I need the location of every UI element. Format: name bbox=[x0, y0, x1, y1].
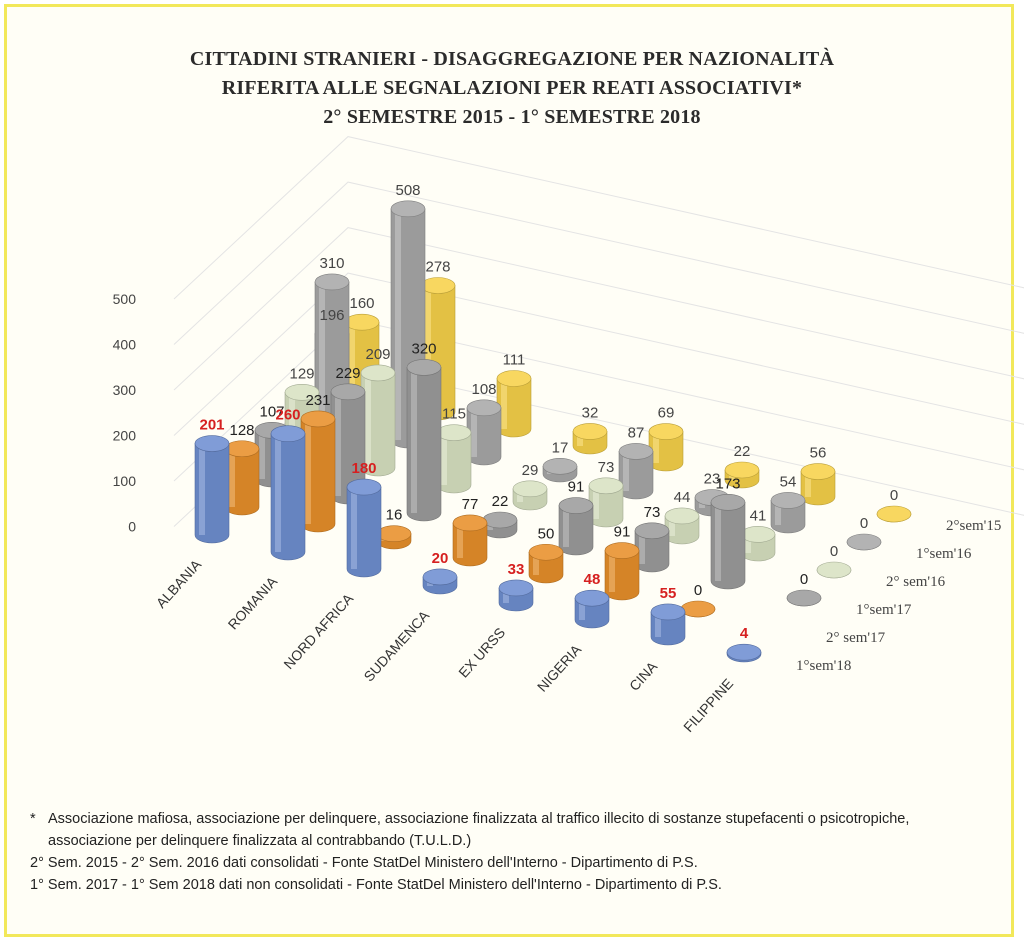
category-label: ALBANIA bbox=[152, 556, 205, 611]
data-label: 41 bbox=[749, 507, 767, 525]
bar-top bbox=[483, 512, 517, 528]
bar-cylinder bbox=[559, 498, 593, 555]
data-label: 56 bbox=[809, 444, 827, 462]
data-label: 115 bbox=[442, 405, 466, 423]
data-label: 73 bbox=[643, 503, 661, 521]
data-label: 108 bbox=[471, 380, 497, 398]
bar-cylinder bbox=[499, 580, 533, 611]
bar-top bbox=[727, 644, 761, 660]
data-label: 55 bbox=[659, 584, 677, 602]
bar-cylinder bbox=[605, 543, 639, 600]
z-tick-label: 100 bbox=[112, 473, 136, 489]
bar-cylinder bbox=[787, 590, 821, 606]
z-tick-label: 400 bbox=[112, 336, 136, 353]
bar-highlight bbox=[501, 378, 507, 429]
data-label: 320 bbox=[411, 340, 437, 358]
bar-cylinder bbox=[649, 424, 683, 471]
bar-highlight bbox=[229, 449, 235, 507]
bar-cylinder bbox=[573, 423, 607, 454]
data-label: 180 bbox=[351, 460, 377, 478]
bar-top bbox=[407, 359, 441, 375]
bar-top bbox=[315, 274, 349, 290]
data-label: 50 bbox=[537, 525, 555, 543]
data-label: 260 bbox=[275, 406, 301, 424]
data-label: 0 bbox=[693, 582, 703, 599]
data-label: 0 bbox=[799, 571, 809, 588]
bar-cylinder bbox=[727, 644, 761, 662]
bar-cylinder bbox=[347, 479, 381, 577]
bar-top bbox=[711, 494, 745, 510]
source-note-1: 2° Sem. 2015 - 2° Sem. 2016 dati consolidati - Fonte StatDel Ministero dell'Interno - Dipartimento di P.S. bbox=[30, 855, 698, 871]
bar-cylinder bbox=[497, 370, 531, 437]
bar-top bbox=[529, 544, 563, 560]
bar-top bbox=[423, 569, 457, 585]
bar-top bbox=[877, 506, 911, 522]
category-label: EX URSS bbox=[455, 624, 509, 681]
data-label: 77 bbox=[461, 495, 479, 513]
data-label: 160 bbox=[349, 295, 375, 313]
bar-highlight bbox=[411, 367, 417, 513]
bar-cylinder bbox=[741, 526, 775, 561]
bar-top bbox=[301, 411, 335, 427]
bar-top bbox=[741, 526, 775, 542]
bar-cylinder bbox=[665, 508, 699, 544]
bar-top bbox=[649, 424, 683, 440]
bar-cylinder bbox=[771, 492, 805, 533]
bar-top bbox=[651, 604, 685, 620]
bar-top bbox=[361, 365, 395, 381]
chart-notes bbox=[30, 808, 990, 896]
series-label: 1°sem'18 bbox=[796, 658, 852, 674]
bar-top bbox=[421, 278, 455, 294]
data-label: 23 bbox=[703, 470, 721, 488]
bar-top bbox=[499, 580, 533, 596]
bar-top bbox=[391, 201, 425, 217]
bar-top bbox=[543, 458, 577, 474]
bar-top bbox=[817, 562, 851, 578]
data-label: 91 bbox=[567, 478, 585, 496]
bar-top bbox=[437, 425, 471, 441]
data-label: 87 bbox=[627, 424, 645, 442]
bar-cylinder bbox=[817, 562, 851, 578]
bar-cylinder bbox=[195, 436, 229, 543]
bar-top bbox=[271, 426, 305, 442]
bar-highlight bbox=[395, 209, 401, 440]
bar-top bbox=[589, 478, 623, 494]
data-label: 22 bbox=[491, 492, 509, 510]
bar-top bbox=[619, 443, 653, 459]
bar-cylinder bbox=[453, 515, 487, 566]
z-tick-label: 500 bbox=[112, 291, 136, 307]
data-label: 0 bbox=[829, 543, 839, 560]
bar-top bbox=[347, 479, 381, 495]
bar-top bbox=[635, 523, 669, 539]
bar-top bbox=[331, 384, 365, 400]
data-label: 44 bbox=[673, 488, 691, 506]
bar-cylinder bbox=[877, 506, 911, 522]
data-label: 0 bbox=[889, 487, 899, 504]
series-label: 1°sem'16 bbox=[916, 546, 972, 562]
data-label: 229 bbox=[335, 364, 361, 382]
data-label: 129 bbox=[289, 365, 315, 383]
z-tick-label: 0 bbox=[128, 518, 136, 535]
bar-top bbox=[497, 370, 531, 386]
category-label: FILIPPINE bbox=[680, 675, 737, 736]
bar-top bbox=[225, 441, 259, 457]
data-label: 73 bbox=[597, 458, 615, 476]
bar-top bbox=[559, 498, 593, 514]
bar-top bbox=[573, 423, 607, 439]
data-label: 107 bbox=[259, 403, 285, 421]
gridline bbox=[174, 137, 1024, 299]
category-label: CINA bbox=[625, 658, 661, 694]
data-label: 22 bbox=[733, 442, 751, 460]
data-label: 310 bbox=[319, 254, 345, 272]
bar-top bbox=[195, 436, 229, 452]
bar-top bbox=[467, 400, 501, 416]
data-label: 4 bbox=[739, 625, 749, 643]
bar-cylinder bbox=[847, 534, 881, 550]
bar-cylinder bbox=[575, 590, 609, 628]
bar-cylinder bbox=[801, 464, 835, 505]
z-tick-label: 200 bbox=[112, 427, 136, 444]
data-label: 69 bbox=[657, 404, 675, 422]
footnote-text: Associazione mafiosa, associazione per delinquere, associazione finalizzata al traffico illecito di sostanze stupefacenti o psicotropiche, associazione per delinquere finalizzata al contrabbando (T.U.L.D.) bbox=[48, 811, 910, 849]
category-label: NORD AFRICA bbox=[280, 590, 357, 673]
data-label: 0 bbox=[859, 515, 869, 532]
source-note-2: 1° Sem. 2017 - 1° Sem 2018 dati non consolidati - Fonte StatDel Ministero dell'Interno - Dipartimento di P.S. bbox=[30, 877, 722, 893]
data-label: 508 bbox=[395, 181, 421, 199]
bar-cylinder bbox=[437, 425, 471, 493]
series-label: 2° sem'17 bbox=[826, 630, 886, 646]
data-label: 173 bbox=[715, 475, 741, 493]
bar-cylinder bbox=[301, 411, 335, 532]
category-label: NIGERIA bbox=[533, 641, 585, 695]
bar-cylinder bbox=[711, 494, 745, 589]
bar-top bbox=[681, 601, 715, 617]
data-label: 32 bbox=[581, 404, 599, 422]
data-label: 196 bbox=[319, 306, 345, 324]
title-line-3: 2° SEMESTRE 2015 - 1° SEMESTRE 2018 bbox=[323, 106, 701, 128]
data-label: 91 bbox=[613, 523, 631, 541]
category-label: SUDAMENCA bbox=[360, 607, 433, 685]
bar-top bbox=[513, 481, 547, 497]
data-label: 111 bbox=[502, 351, 526, 369]
bar-top bbox=[605, 543, 639, 559]
bar-cylinder bbox=[377, 526, 411, 549]
bar-cylinder bbox=[651, 604, 685, 645]
bar-top bbox=[771, 492, 805, 508]
title-line-1: CITTADINI STRANIERI - DISAGGREGAZIONE PER NAZIONALITÀ bbox=[189, 48, 835, 70]
series-label: 2°sem'15 bbox=[946, 518, 1002, 534]
bar-highlight bbox=[335, 392, 341, 496]
gridline bbox=[174, 182, 1024, 344]
series-label: 2° sem'16 bbox=[886, 574, 946, 590]
data-label: 128 bbox=[229, 421, 255, 439]
bar-highlight bbox=[351, 487, 357, 569]
data-label: 278 bbox=[425, 258, 451, 276]
bar-cylinder bbox=[529, 544, 563, 583]
data-label: 17 bbox=[551, 439, 569, 457]
data-label: 201 bbox=[199, 416, 225, 434]
z-tick-label: 300 bbox=[112, 382, 136, 398]
bar-cylinder bbox=[423, 569, 457, 594]
data-label: 33 bbox=[507, 560, 525, 578]
data-label: 29 bbox=[521, 461, 539, 479]
bar-cylinder bbox=[681, 601, 715, 617]
bar-cylinder bbox=[271, 426, 305, 560]
bar-highlight bbox=[199, 444, 205, 535]
bar-highlight bbox=[305, 419, 311, 524]
footnote bbox=[30, 808, 990, 852]
bar-cylinder bbox=[513, 481, 547, 510]
bar-top bbox=[453, 515, 487, 531]
bar-top bbox=[575, 590, 609, 606]
data-label: 231 bbox=[305, 391, 331, 409]
data-label: 20 bbox=[431, 549, 449, 567]
bar-highlight bbox=[715, 502, 721, 581]
bar-highlight bbox=[365, 373, 371, 468]
bar-highlight bbox=[275, 434, 281, 552]
bar-top bbox=[801, 464, 835, 480]
bar-highlight bbox=[441, 433, 447, 485]
series-label: 1°sem'17 bbox=[856, 602, 912, 618]
category-label: ROMANIA bbox=[224, 573, 281, 633]
bar-cylinder bbox=[467, 400, 501, 465]
bar-cylinder bbox=[589, 478, 623, 527]
bar-top bbox=[847, 534, 881, 550]
title-line-2: RIFERITA ALLE SEGNALAZIONI PER REATI ASSOCIATIVI* bbox=[221, 77, 803, 99]
data-label: 48 bbox=[583, 571, 601, 589]
data-label: 54 bbox=[779, 473, 797, 491]
bar-top bbox=[665, 508, 699, 524]
bar-top bbox=[377, 526, 411, 542]
bar-cylinder bbox=[407, 359, 441, 521]
bar-top bbox=[787, 590, 821, 606]
bar-cylinder bbox=[635, 523, 669, 572]
footnote-star: * bbox=[30, 811, 36, 827]
data-label: 209 bbox=[365, 345, 391, 363]
data-label: 16 bbox=[385, 506, 403, 524]
bar-cylinder bbox=[483, 512, 517, 538]
bar-cylinder bbox=[225, 441, 259, 515]
bar-cylinder bbox=[619, 443, 653, 499]
bar-top bbox=[345, 314, 379, 330]
